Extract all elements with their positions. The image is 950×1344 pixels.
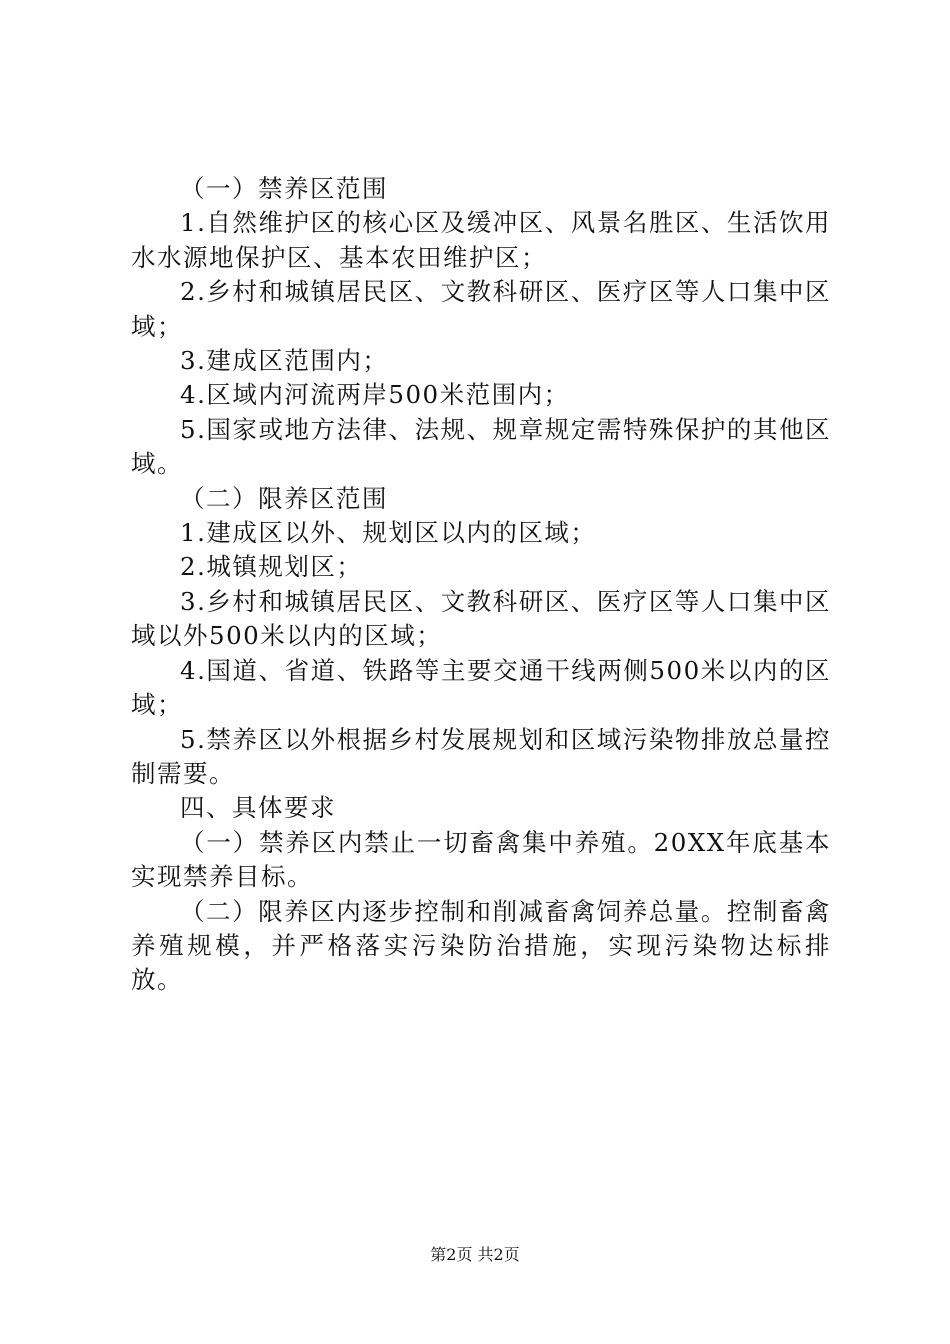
page-footer (0, 1244, 950, 1266)
requirement-1: （一）禁养区内禁止一切畜禽集中养殖。20XX年底基本实现禁养目标。 (131, 827, 831, 892)
prohibited-item-2: 2.乡村和城镇居民区、文教科研区、医疗区等人口集中区域； (131, 277, 831, 341)
prohibited-item-4: 4.区域内河流两岸500米范围内； (180, 380, 570, 410)
restricted-item-3: 3.乡村和城镇居民区、文教科研区、医疗区等人口集中区域以外500米以内的区域； (131, 586, 831, 651)
heading-restricted-zone: （二）限养区范围 (180, 483, 388, 513)
heading-specific-requirements: 四、具体要求 (180, 793, 336, 823)
restricted-item-5: 5.禁养区以外根据乡村发展规划和区域污染物排放总量控制需要。 (131, 724, 831, 788)
prohibited-item-3: 3.建成区范围内； (180, 346, 389, 376)
page-number: 第2页 共2页 (430, 1245, 520, 1264)
restricted-item-1: 1.建成区以外、规划区以内的区域； (180, 518, 597, 548)
prohibited-item-5: 5.国家或地方法律、法规、规章规定需特殊保护的其他区域。 (131, 414, 831, 479)
heading-prohibited-zone: （一）禁养区范围 (180, 174, 388, 203)
restricted-item-4: 4.国道、省道、铁路等主要交通干线两侧500米以内的区域； (131, 655, 831, 720)
prohibited-item-1: 1.自然维护区的核心区及缓冲区、风景名胜区、生活饮用水水源地保护区、基本农田维护区； (131, 208, 831, 272)
document-body (131, 172, 831, 998)
requirement-2: （二）限养区内逐步控制和削减畜禽饲养总量。控制畜禽养殖规模，并严格落实污染防治措施，实现污染物达标排放。 (131, 896, 831, 995)
restricted-item-2: 2.城镇规划区； (180, 552, 363, 582)
